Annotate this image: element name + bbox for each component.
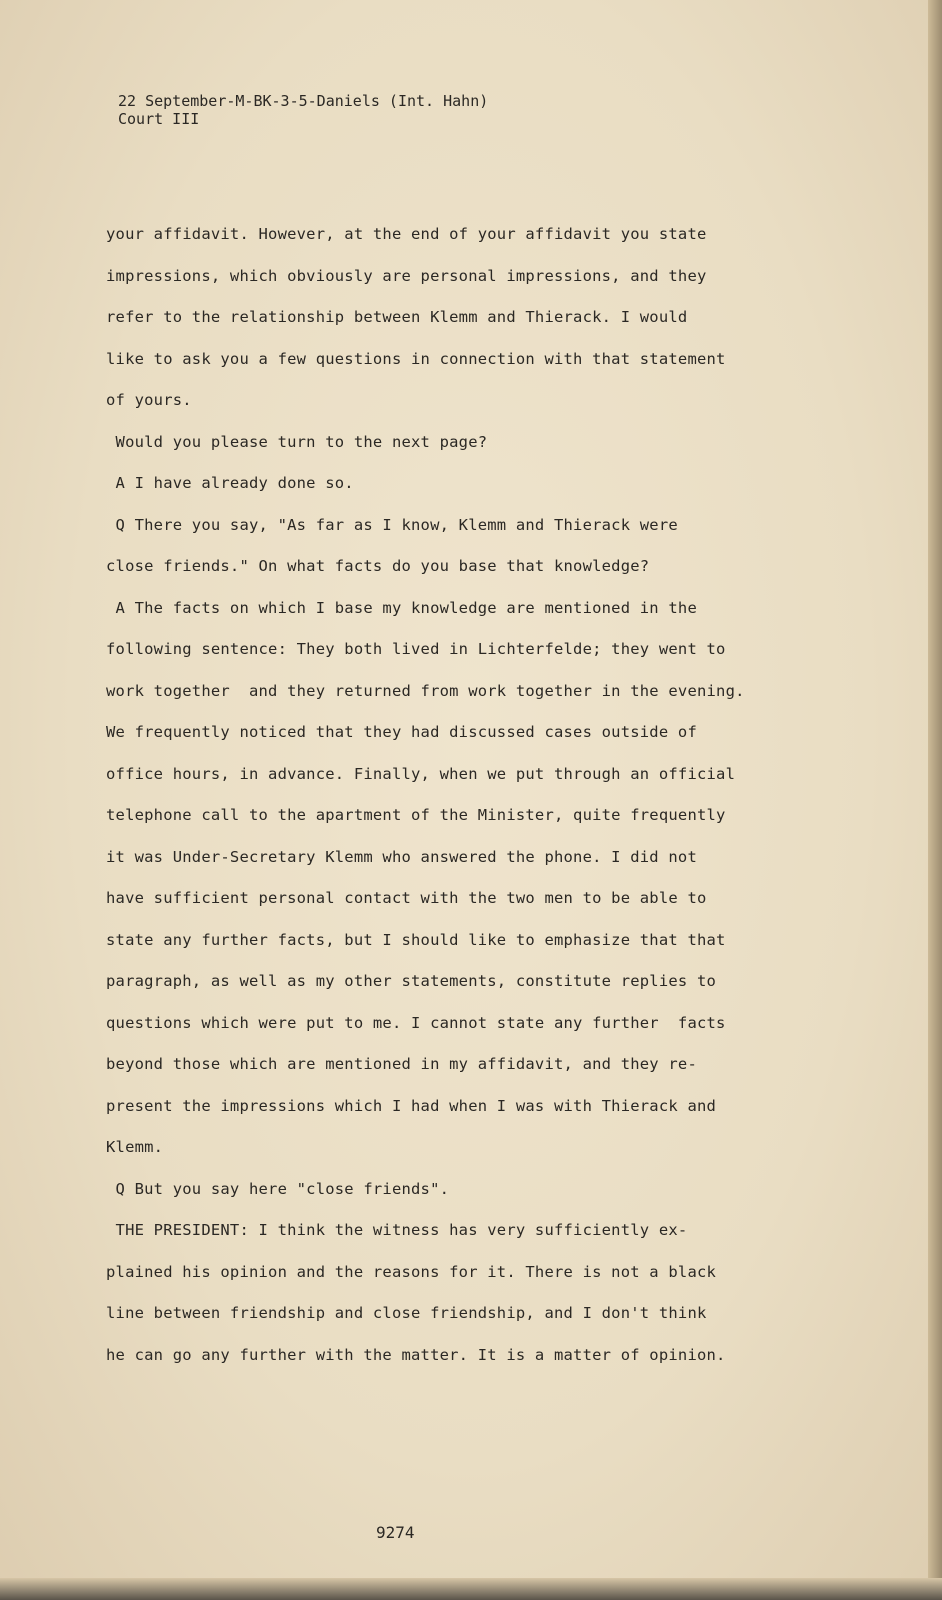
transcript-line: THE PRESIDENT: I think the witness has very sufficiently ex- (106, 1221, 688, 1239)
transcript-line: work together and they returned from work together in the evening. (106, 681, 745, 700)
transcript-line: telephone call to the apartment of the Minister, quite frequently (106, 806, 726, 824)
transcript-line: following sentence: They both lived in Lichterfelde; they went to (106, 640, 726, 658)
transcript-line: beyond those which are mentioned in my affidavit, and they re- (106, 1055, 697, 1073)
transcript-line: he can go any further with the matter. It is a matter of opinion. (106, 1345, 726, 1364)
header-case-line: 22 September-M-BK-3-5-Daniels (Int. Hahn) (118, 92, 489, 110)
transcript-line: have sufficient personal contact with the two men to be able to (106, 889, 707, 907)
transcript-line: office hours, in advance. Finally, when we put through an official (106, 764, 736, 783)
transcript-body (106, 214, 806, 1376)
transcript-line: Q There you say, "As far as I know, Klemm and Thierack were (106, 515, 678, 534)
transcript-line: present the impressions which I had when I was with Thierack and (106, 1096, 717, 1115)
transcript-line: Would you please turn to the next page? (106, 432, 488, 451)
transcript-line: questions which were put to me. I cannot state any further facts (106, 1013, 726, 1032)
transcript-line: Klemm. (106, 1138, 164, 1156)
transcript-line: plained his opinion and the reasons for it. There is not a black (106, 1262, 717, 1281)
transcript-line: A I have already done so. (106, 474, 354, 492)
header-court-line: Court III (118, 110, 200, 128)
transcript-line: state any further facts, but I should like to emphasize that that (106, 930, 726, 949)
transcript-line: impressions, which obviously are personal impressions, and they (106, 266, 707, 285)
transcript-line: Q But you say here "close friends". (106, 1179, 450, 1198)
transcript-line: close friends." On what facts do you base that knowledge? (106, 557, 650, 575)
transcript-line: your affidavit. However, at the end of your affidavit you state (106, 225, 707, 243)
transcript-line: it was Under-Secretary Klemm who answered the phone. I did not (106, 847, 697, 866)
transcript-line: line between friendship and close friendship, and I don't think (106, 1304, 707, 1322)
transcript-line: A The facts on which I base my knowledge are mentioned in the (106, 598, 697, 617)
transcript-line: paragraph, as well as my other statements, constitute replies to (106, 972, 717, 990)
transcript-line: refer to the relationship between Klemm and Thierack. I would (106, 308, 688, 326)
page-edge-shadow (928, 0, 942, 1600)
transcript-line: like to ask you a few questions in connection with that statement (106, 349, 726, 368)
scan-bottom-edge (0, 1578, 942, 1600)
document-header (118, 92, 488, 128)
transcript-line: of yours. (106, 391, 192, 409)
transcript-line: We frequently noticed that they had discussed cases outside of (106, 723, 697, 741)
page-number: 9274 (376, 1523, 415, 1542)
